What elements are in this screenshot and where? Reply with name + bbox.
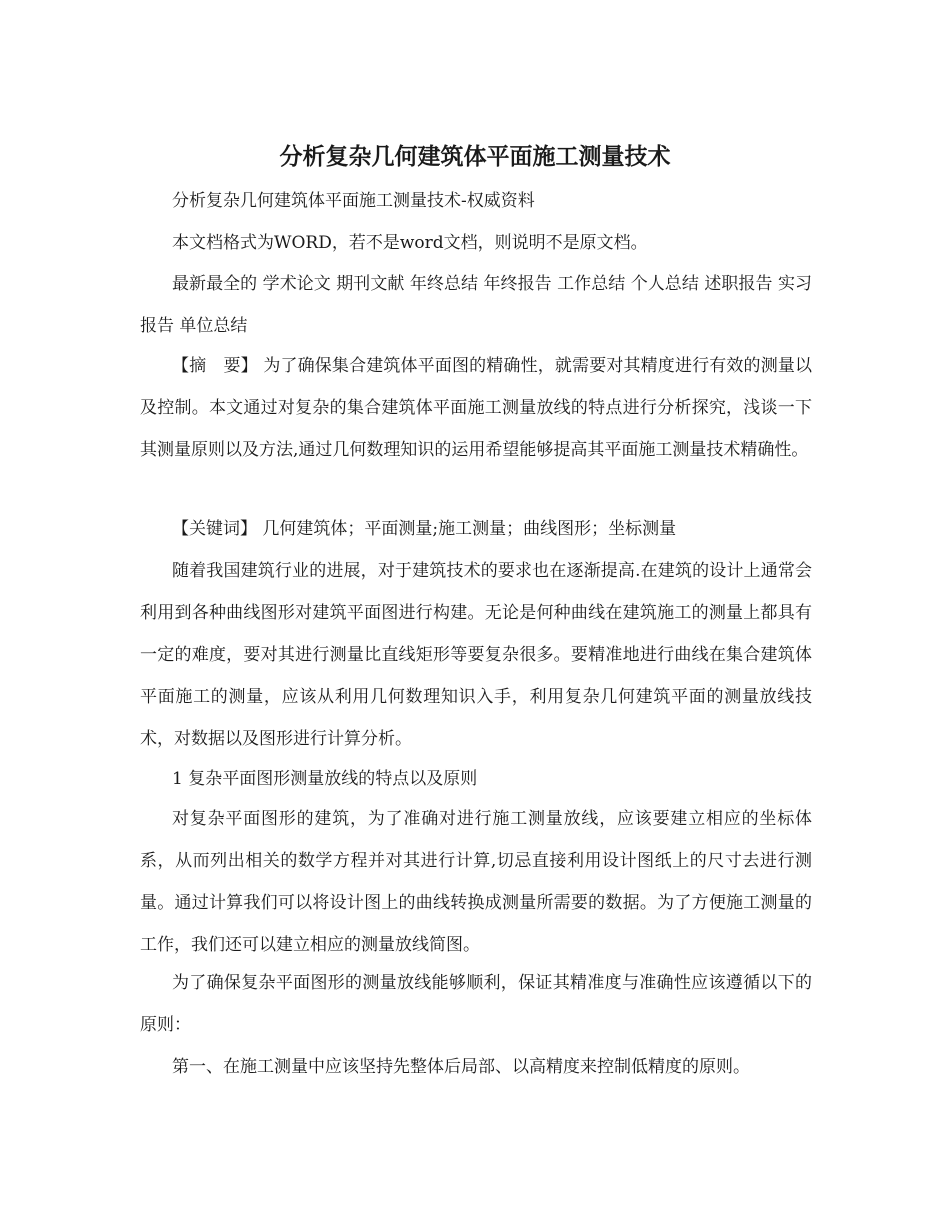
keywords-paragraph (140, 508, 812, 550)
format-note-paragraph: 本文档格式为WORD，若不是word文档，则说明不是原文档。 (172, 233, 648, 253)
section-1-paragraph-1: 对复杂平面图形的建筑，为了准确对进行施工测量放线，应该要建立相应的坐标体系，从而列出相关的数学方程并对其进行计算,切忌直接利用设计图纸上的尺寸去进行测量。通过计算我们可以将设计图上的曲线转换成测量所需要的数据。为了方便施工测量的工作，我们还可以建立相应的测量放线简图。 (140, 809, 812, 955)
section-1-paragraph-3: 第一、在施工测量中应该坚持先整体后局部、以高精度来控制低精度的原则。 (172, 1057, 750, 1077)
categories-paragraph: 最新最全的 学术论文 期刊文献 年终总结 年终报告 工作总结 个人总结 述职报告 实习报告 单位总结 (140, 274, 812, 336)
section-1-heading: 1 复杂平面图形测量放线的特点以及原则 (172, 769, 478, 789)
abstract-text: 为了确保集合建筑体平面图的精确性，就需要对其精度进行有效的测量以及控制。本文通过对复杂的集合建筑体平面施工测量放线的特点进行分析探究，浅谈一下其测量原则以及方法,通过几何数理知识的运用希望能够提高其平面施工测量技术精确性。 (140, 356, 813, 460)
keywords-label: 【关键词】 (172, 519, 257, 539)
abstract-label: 【摘 要】 (172, 356, 258, 376)
abstract-paragraph (140, 345, 812, 471)
subtitle-paragraph: 分析复杂几何建筑体平面施工测量技术-权威资料 (172, 191, 535, 211)
keywords-text: 几何建筑体；平面测量;施工测量；曲线图形；坐标测量 (257, 519, 677, 539)
section-1-paragraph-2: 为了确保复杂平面图形的测量放线能够顺利，保证其精准度与准确性应该遵循以下的原则： (140, 973, 812, 1035)
document-title: 分析复杂几何建筑体平面施工测量技术 (279, 143, 671, 170)
intro-paragraph: 随着我国建筑行业的进展，对于建筑技术的要求也在逐渐提高.在建筑的设计上通常会利用到各种曲线图形对建筑平面图进行构建。无论是何种曲线在建筑施工的测量上都具有一定的难度，要对其进行测量比直线矩形等要复杂很多。要精准地进行曲线在集合建筑体平面施工的测量，应该从利用几何数理知识入手，利用复杂几何建筑平面的测量放线技术，对数据以及图形进行计算分析。 (140, 561, 812, 749)
